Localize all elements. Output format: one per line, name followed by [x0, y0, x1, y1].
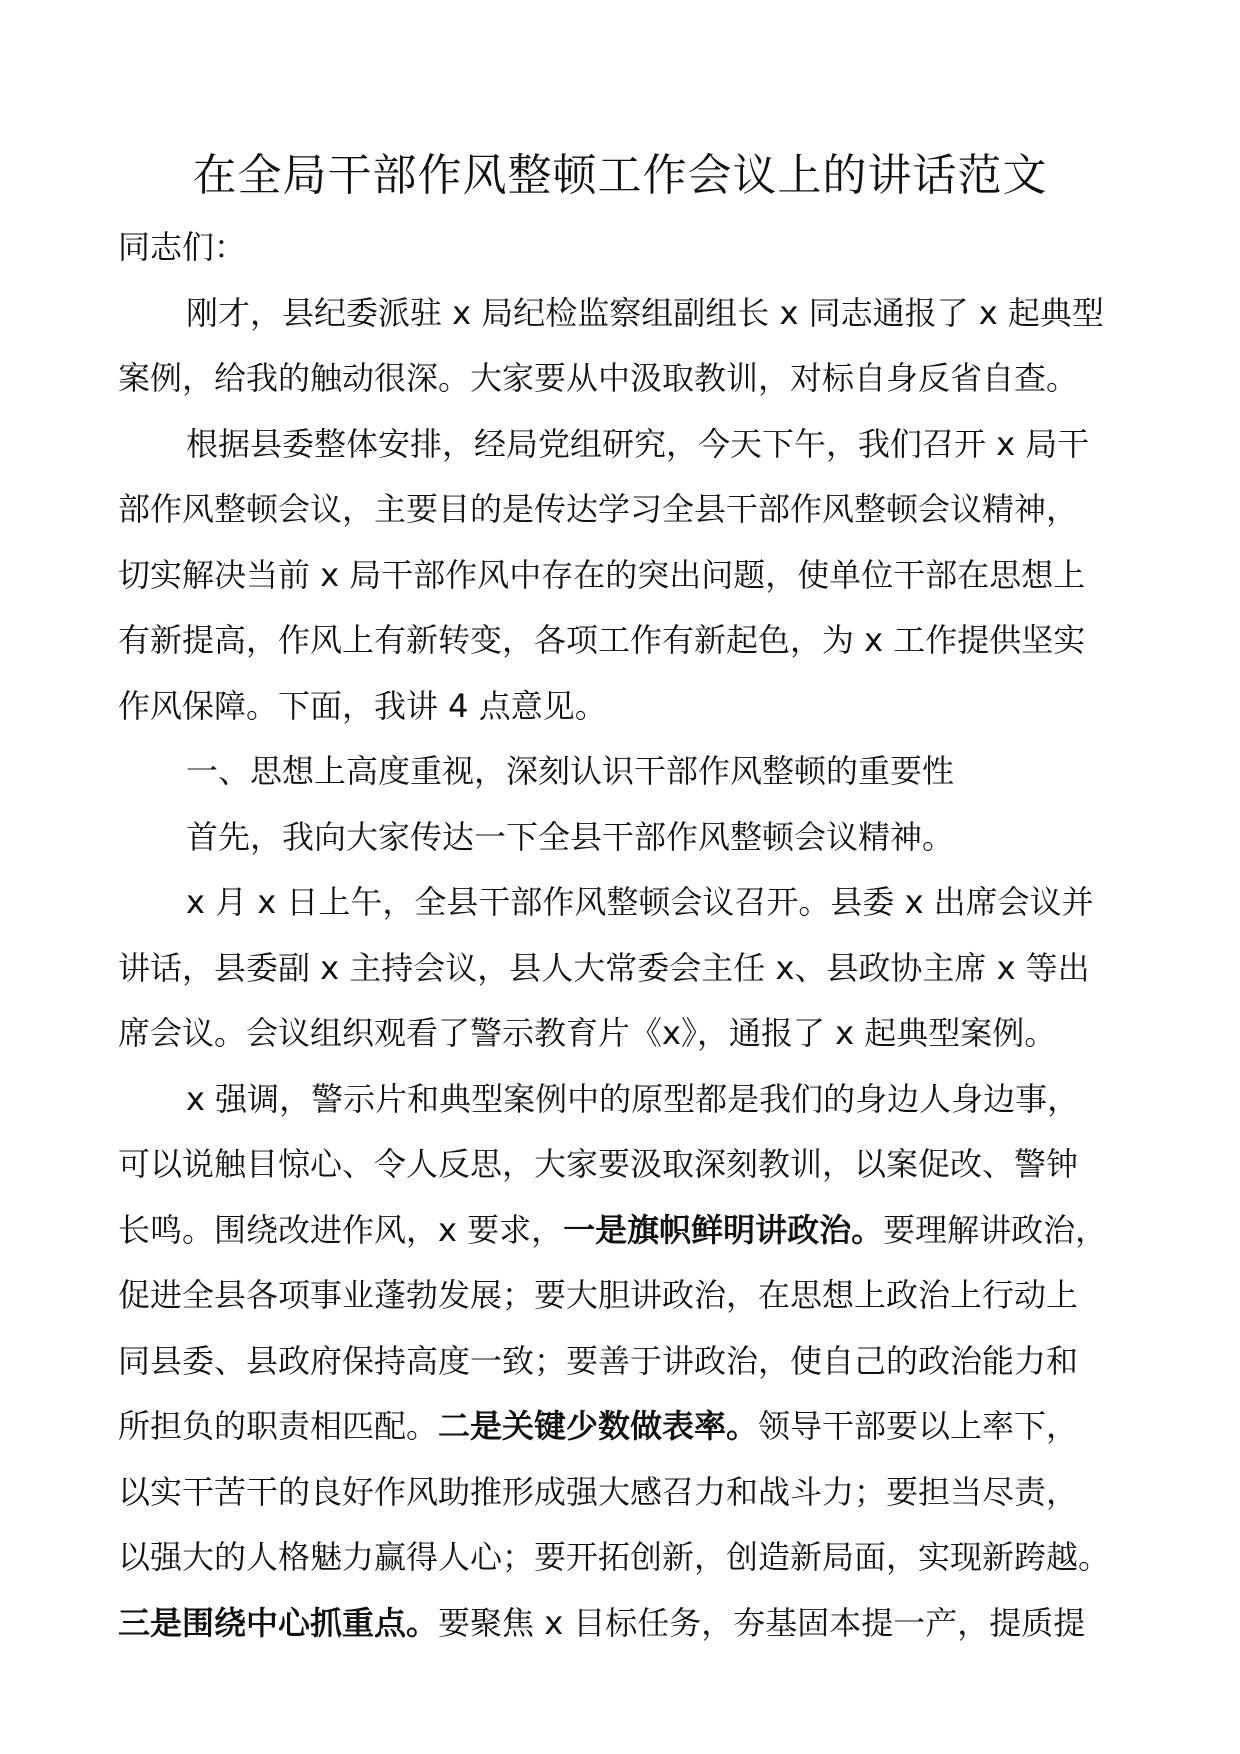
text-line: [118, 1001, 1118, 1067]
text-line: [118, 1198, 1118, 1264]
line-text: 作风保障。下面，我讲 4 点意见。: [118, 686, 607, 725]
text-line: [118, 346, 1118, 412]
text-line: [118, 1067, 1118, 1133]
line-text: 以强大的人格魅力赢得人心；要开拓创新，创造新局面，实现新跨越。: [118, 1538, 1111, 1576]
text-line: [118, 412, 1118, 478]
line-text: 部作风整顿会议，主要目的是传达学习全县干部作风整顿会议精神，: [118, 490, 1079, 528]
document-title: 在全局干部作风整顿工作会议上的讲话范文: [192, 150, 1048, 201]
line-text: 切实解决当前 x 局干部作风中存在的突出问题，使单位干部在思想上: [118, 555, 1086, 594]
line-text: 以实干苦干的良好作风助推形成强大感召力和战斗力；要担当尽责，: [118, 1472, 1079, 1511]
text-line: [118, 1132, 1118, 1198]
text-line: [118, 477, 1118, 543]
bold-phrase: 三是围绕中心抓重点。: [118, 1603, 439, 1642]
text-line: [118, 1263, 1118, 1329]
line-text-after: 要理解讲政治，: [883, 1210, 1108, 1249]
line-text: 案例，给我的触动很深。大家要从中汲取教训，对标自身反省自查。: [118, 359, 1079, 397]
line-text: x 强调，警示片和典型案例中的原型都是我们的身边人身边事，: [186, 1079, 1080, 1118]
line-text: 刚才，县纪委派驻 x 局纪检监察组副组长 x 同志通报了 x 起典型: [186, 293, 1104, 332]
text-line: [118, 1329, 1118, 1395]
text-line: [118, 215, 1118, 281]
text-line: [118, 543, 1118, 609]
text-line: [118, 870, 1118, 936]
text-line: [118, 1460, 1118, 1526]
line-text: 一、思想上高度重视，深刻认识干部作风整顿的重要性: [186, 752, 955, 790]
line-text: 促进全县各项事业蓬勃发展；要大胆讲政治，在思想上政治上行动上: [118, 1276, 1079, 1314]
text-line: [118, 936, 1118, 1002]
line-text-after: 要聚焦 x 目标任务，夯基固本提一产，提质提: [438, 1603, 1086, 1642]
text-line: [118, 805, 1118, 871]
line-text: 有新提高，作风上有新转变，各项工作有新起色，为 x 工作提供坚实: [118, 621, 1086, 659]
line-text: 席会议。会议组织观看了警示教育片《x》，通报了 x 起典型案例。: [118, 1014, 1057, 1052]
line-text: 所担负的职责相匹配。: [118, 1407, 439, 1445]
line-text-after: 领导干部要以上率下，: [758, 1407, 1079, 1445]
bold-phrase: 二是关键少数做表率。: [438, 1407, 759, 1445]
line-text: 首先，我向大家传达一下全县干部作风整顿会议精神。: [186, 817, 955, 856]
line-text: x 月 x 日上午，全县干部作风整顿会议召开。县委 x 出席会议并: [186, 883, 1094, 921]
text-line: [118, 674, 1118, 740]
text-line: [118, 1394, 1118, 1460]
line-text: 同志们：: [118, 228, 247, 266]
document-body: [118, 215, 1118, 1656]
line-text: 同县委、县政府保持高度一致；要善于讲政治，使自己的政治能力和: [118, 1341, 1079, 1380]
text-line: [118, 739, 1118, 805]
text-line: [118, 281, 1118, 347]
text-line: [118, 1525, 1118, 1591]
text-line: [118, 608, 1118, 674]
line-text: 讲话，县委副 x 主持会议，县人大常委会主任 x、县政协主席 x 等出: [118, 948, 1090, 987]
line-text: 长鸣。围绕改进作风，x 要求，: [118, 1210, 564, 1249]
text-line: [118, 1591, 1118, 1657]
line-text: 可以说触目惊心、令人反思，大家要汲取深刻教训，以案促改、警钟: [118, 1145, 1079, 1183]
line-text: 根据县委整体安排，经局党组研究，今天下午，我们召开 x 局干: [186, 424, 1090, 463]
bold-phrase: 一是旗帜鲜明讲政治。: [563, 1210, 884, 1249]
